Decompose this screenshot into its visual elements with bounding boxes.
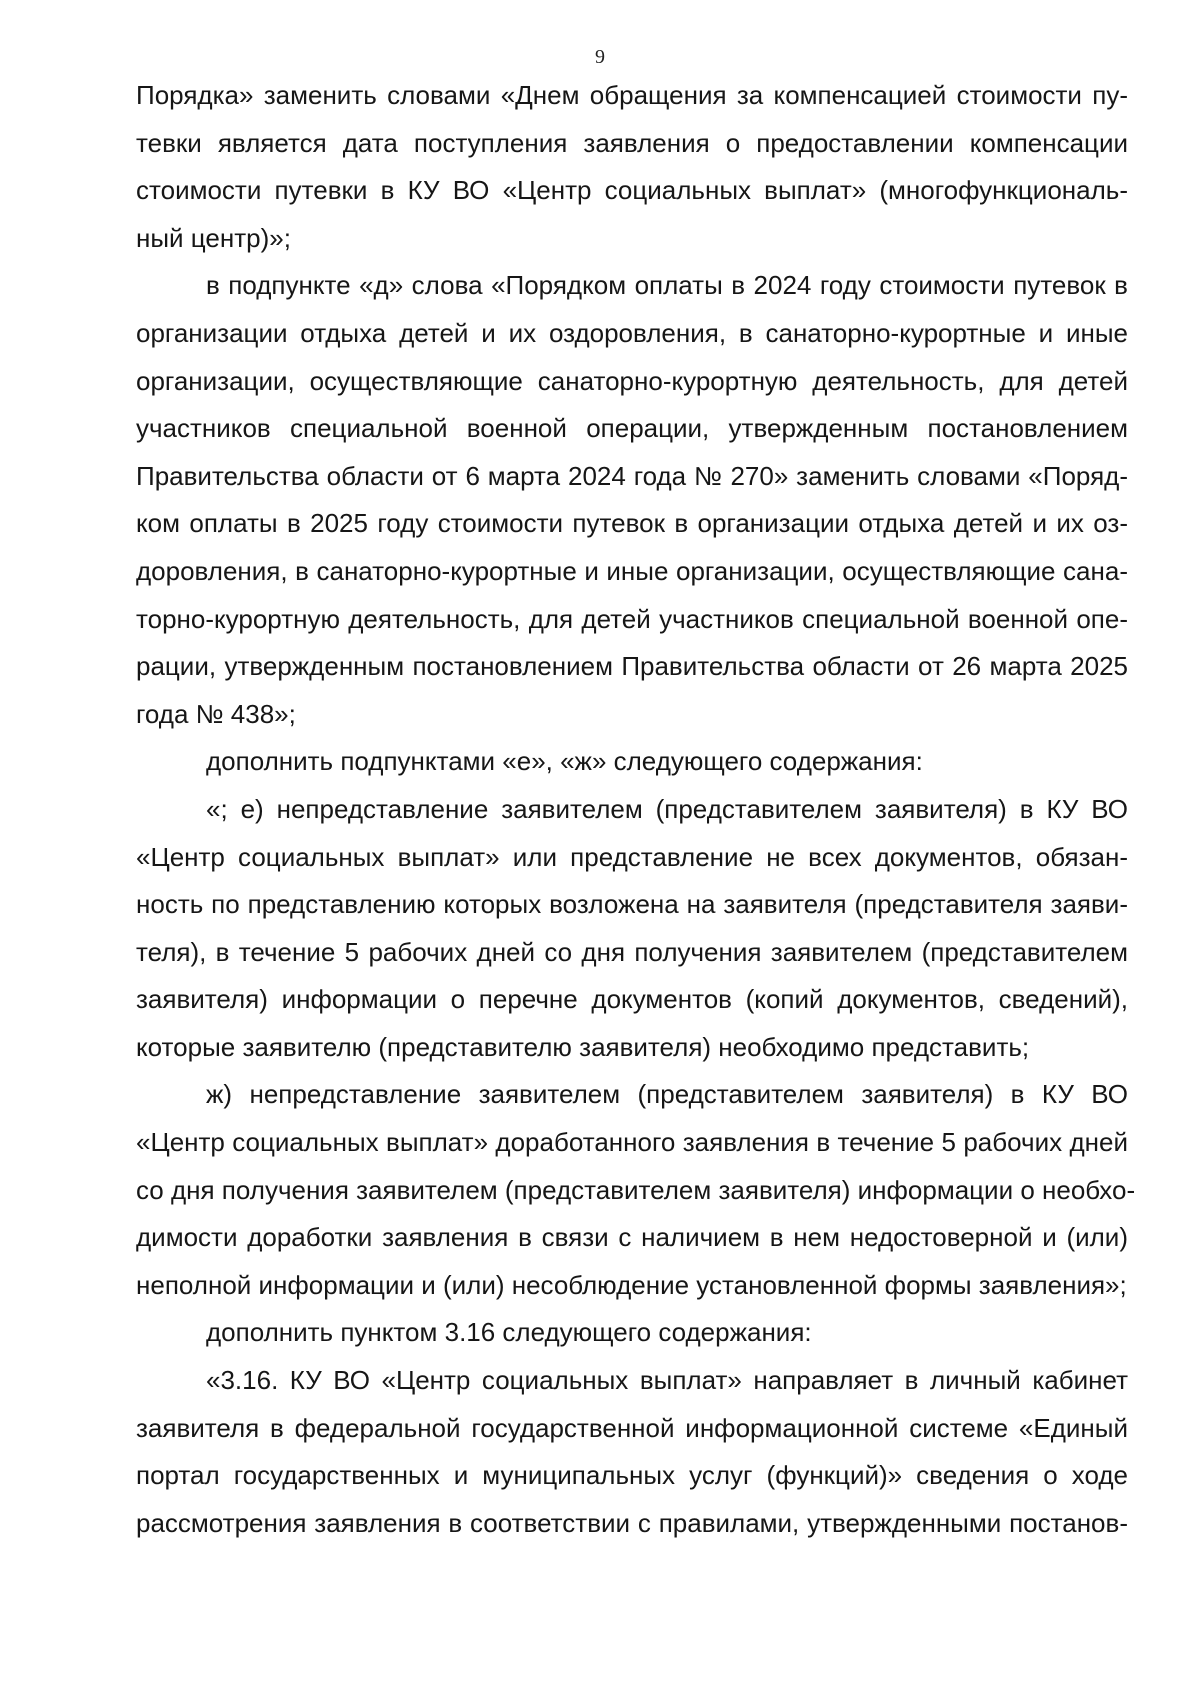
paragraph-7 (136, 1357, 1128, 1547)
text-line: организации отдыха детей и их оздоровления, в санаторно-курортные и иные (136, 317, 1128, 348)
text-line: ком оплаты в 2025 году стоимости путевок в организации отдыха детей и их оз- (136, 508, 1128, 539)
text-line: ность по представлению которых возложена на заявителя (представителя заяви- (136, 889, 1128, 920)
text-line: участников специальной военной операции, утвержденным постановлением (136, 413, 1128, 444)
text-line: «Центр социальных выплат» или представление не всех документов, обязан- (136, 841, 1128, 872)
text-line: Порядка» заменить словами «Днем обращения за компенсацией стоимости пу- (136, 80, 1128, 110)
text-line: рассмотрения заявления в соответствии с правилами, утвержденными постанов- (136, 1507, 1128, 1538)
text-line: теля), в течение 5 рабочих дней со дня получения заявителем (представителем (136, 936, 1128, 967)
paragraph-2 (136, 262, 1128, 738)
text-line: «3.16. КУ ВО «Центр социальных выплат» направляет в личный кабинет (206, 1365, 1128, 1396)
text-line: заявителя в федеральной государственной информационной системе «Единый (136, 1412, 1128, 1443)
text-line: дополнить подпунктами «е», «ж» следующего содержания: (206, 746, 923, 777)
text-line: со дня получения заявителем (представителем заявителя) информации о необхо- (136, 1174, 1136, 1205)
text-line: которые заявителю (представителю заявителя) необходимо представить; (136, 1031, 1030, 1062)
text-line: портал государственных и муниципальных услуг (функций)» сведения о ходе (136, 1460, 1128, 1491)
paragraph-4 (136, 786, 1128, 1072)
text-line: ж) непредставление заявителем (представителем заявителя) в КУ ВО (206, 1079, 1128, 1110)
text-line: неполной информации и (или) несоблюдение установленной формы заявления»; (136, 1269, 1127, 1300)
text-line: года № 438»; (136, 698, 296, 729)
paragraph-6 (136, 1309, 1128, 1357)
text-line: «; е) непредставление заявителем (представителем заявителя) в КУ ВО (206, 793, 1128, 824)
paragraph-3 (136, 738, 1128, 786)
document-body (136, 72, 1136, 1547)
text-line: рации, утвержденным постановлением Правительства области от 26 марта 2025 (136, 651, 1128, 682)
text-line: дополнить пунктом 3.16 следующего содержания: (206, 1317, 812, 1348)
paragraph-1 (136, 72, 1128, 262)
text-line: стоимости путевки в КУ ВО «Центр социальных выплат» (многофункциональ- (136, 175, 1128, 206)
text-line: организации, осуществляющие санаторно-курортную деятельность, для детей (136, 365, 1128, 396)
text-line: заявителя) информации о перечне документов (копий документов, сведений), (136, 984, 1128, 1015)
text-line: «Центр социальных выплат» доработанного заявления в течение 5 рабочих дней (136, 1127, 1128, 1158)
text-line: в подпункте «д» слова «Порядком оплаты в 2024 году стоимости путевок в (206, 270, 1128, 301)
text-line: димости доработки заявления в связи с наличием в нем недостоверной и (или) (136, 1222, 1128, 1253)
page-number: 9 (595, 46, 605, 68)
paragraph-5 (136, 1071, 1136, 1309)
text-line: Правительства области от 6 марта 2024 года № 270» заменить словами «Поряд- (136, 460, 1128, 491)
text-line: ный центр)»; (136, 222, 291, 253)
text-line: доровления, в санаторно-курортные и иные организации, осуществляющие сана- (136, 555, 1128, 586)
text-line: тевки является дата поступления заявления о предоставлении компенсации (136, 127, 1128, 158)
text-line: торно-курортную деятельность, для детей участников специальной военной опе- (136, 603, 1128, 634)
